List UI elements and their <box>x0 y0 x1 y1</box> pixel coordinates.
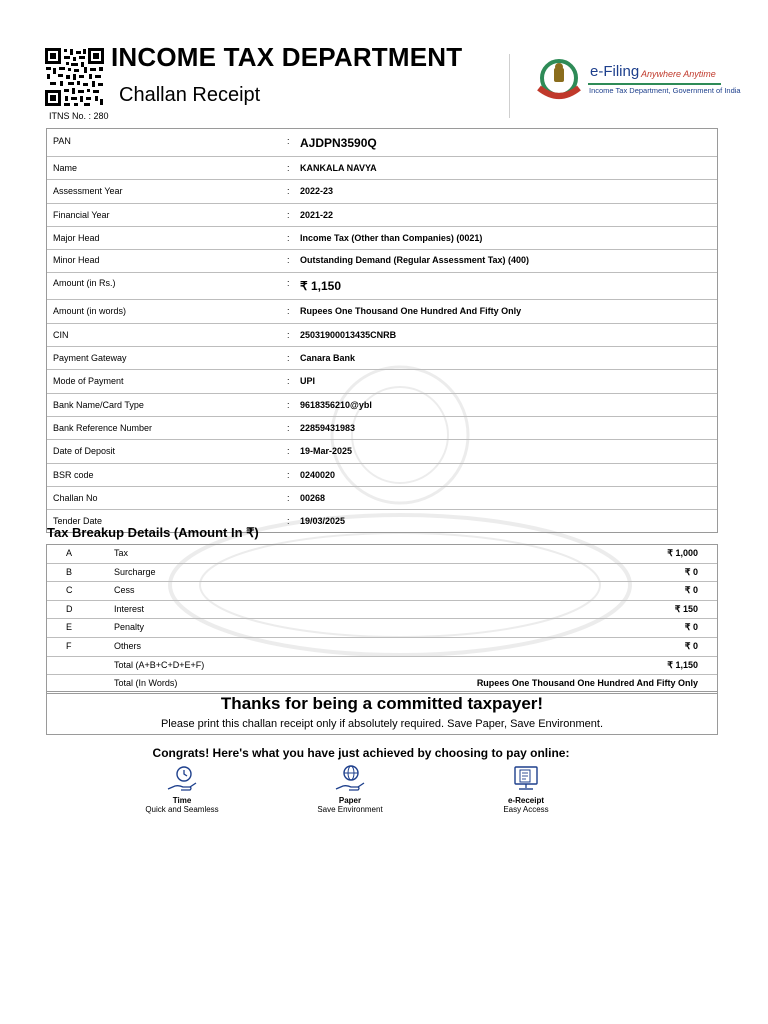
detail-label: Tender Date <box>53 516 103 527</box>
detail-value: 2022-23 <box>300 186 334 197</box>
breakup-amount: Rupees One Thousand One Hundred And Fifty Only <box>476 678 698 689</box>
logo-rule <box>588 83 721 85</box>
detail-value: Rupees One Thousand One Hundred And Fifty Only <box>300 306 522 317</box>
detail-row-pan <box>47 129 717 157</box>
thanks-box <box>46 691 718 735</box>
detail-colon: : <box>287 329 290 340</box>
detail-colon: : <box>287 306 290 317</box>
breakup-name: Cess <box>114 585 135 596</box>
breakup-name: Tax <box>114 548 129 558</box>
breakup-name: Others <box>114 640 142 651</box>
detail-label: Amount (in Rs.) <box>53 278 116 289</box>
detail-row <box>47 204 717 227</box>
detail-label: Bank Reference Number <box>53 422 153 433</box>
detail-value: 22859431983 <box>300 422 356 433</box>
efiling-subtitle: Income Tax Department, Government of India <box>589 86 741 95</box>
detail-colon: : <box>287 516 290 527</box>
detail-label: Amount (in words) <box>53 306 127 317</box>
detail-label: CIN <box>53 329 69 340</box>
tax-breakup-table <box>46 544 718 694</box>
detail-colon: : <box>287 163 290 173</box>
detail-row <box>47 464 717 487</box>
detail-value: 19/03/2025 <box>300 516 346 527</box>
benefit-subtitle: Save Environment <box>317 805 383 814</box>
detail-label: PAN <box>53 136 71 146</box>
benefit-title: Paper <box>338 796 362 805</box>
detail-row <box>47 324 717 347</box>
detail-row <box>47 180 717 203</box>
detail-colon: : <box>287 278 290 289</box>
breakup-amount: ₹ 1,150 <box>667 659 698 670</box>
detail-label: Date of Deposit <box>53 446 116 457</box>
detail-row <box>47 250 717 273</box>
detail-label: Assessment Year <box>53 186 123 197</box>
detail-label: Challan No <box>53 492 98 503</box>
benefit-title: Time <box>172 796 192 805</box>
benefit-subtitle: Easy Access <box>503 805 549 814</box>
detail-label: Major Head <box>53 232 100 243</box>
breakup-row <box>47 582 717 601</box>
detail-value: 0240020 <box>300 469 336 480</box>
breakup-row <box>47 619 717 638</box>
breakup-code: C <box>66 585 73 596</box>
congrats-message: Congrats! Here's what you have just achieved by choosing to pay online: <box>152 746 570 760</box>
clock-hand-icon <box>165 765 199 795</box>
benefit-paper <box>290 765 410 814</box>
detail-colon: : <box>287 399 290 410</box>
benefit-title: e-Receipt <box>507 796 544 805</box>
detail-row <box>47 394 717 417</box>
breakup-name: Interest <box>114 603 145 614</box>
detail-colon: : <box>287 353 290 364</box>
detail-value: 19-Mar-2025 <box>300 446 353 457</box>
detail-label: Name <box>53 163 78 173</box>
detail-colon: : <box>287 446 290 457</box>
detail-colon: : <box>287 232 290 243</box>
header-divider <box>509 54 510 118</box>
challan-details-table <box>46 128 718 533</box>
department-title: INCOME TAX DEPARTMENT <box>111 42 463 72</box>
detail-row <box>47 417 717 440</box>
breakup-code: E <box>66 622 73 633</box>
breakup-name: Total (A+B+C+D+E+F) <box>114 659 205 670</box>
breakup-row <box>47 601 717 620</box>
detail-colon: : <box>287 492 290 503</box>
benefit-subtitle: Quick and Seamless <box>145 805 219 814</box>
detail-value: 00268 <box>300 492 326 503</box>
detail-row-amount <box>47 273 717 300</box>
detail-row <box>47 440 717 463</box>
benefit-ereceipt <box>466 765 586 814</box>
detail-value: 25031900013435CNRB <box>300 329 397 340</box>
detail-label: Mode of Payment <box>53 376 124 387</box>
breakup-amount: ₹ 0 <box>684 640 698 651</box>
detail-row <box>47 227 717 250</box>
detail-value: Income Tax (Other than Companies) (0021) <box>300 232 483 243</box>
breakup-amount: ₹ 0 <box>684 566 698 577</box>
detail-label: Payment Gateway <box>53 353 127 364</box>
itns-number: ITNS No. : 280 <box>49 111 109 121</box>
breakup-amount: ₹ 1,000 <box>667 548 698 558</box>
detail-colon: : <box>287 186 290 197</box>
breakup-row <box>47 564 717 583</box>
efiling-logo-text: e-Filing <box>590 63 640 80</box>
breakup-code: F <box>66 640 72 651</box>
breakup-total-row <box>47 657 717 676</box>
detail-label: Financial Year <box>53 209 110 220</box>
detail-row <box>47 370 717 393</box>
detail-colon: : <box>287 376 290 387</box>
qr-code-icon <box>44 47 105 107</box>
detail-colon: : <box>287 422 290 433</box>
efiling-tagline: Anywhere Anytime <box>641 69 716 79</box>
document-screen-icon <box>509 765 543 795</box>
breakup-name: Total (In Words) <box>114 678 178 689</box>
breakup-amount: ₹ 0 <box>684 585 698 596</box>
detail-value: 9618356210@ybl <box>300 399 372 410</box>
breakup-code: B <box>66 566 73 577</box>
detail-colon: : <box>287 209 290 220</box>
breakup-amount: ₹ 150 <box>674 603 698 614</box>
emblem-logo-icon <box>533 58 585 100</box>
breakup-name: Surcharge <box>114 566 156 577</box>
breakup-row <box>47 638 717 657</box>
detail-row <box>47 300 717 323</box>
detail-value: Canara Bank <box>300 353 356 364</box>
detail-value: KANKALA NAVYA <box>300 163 377 173</box>
breakup-code: D <box>66 603 73 614</box>
breakup-amount: ₹ 0 <box>684 622 698 633</box>
thanks-subtitle: Please print this challan receipt only if absolutely required. Save Paper, Save Environment. <box>160 718 604 730</box>
page-title: Challan Receipt <box>119 84 261 106</box>
detail-label: Bank Name/Card Type <box>53 399 144 410</box>
breakup-name: Penalty <box>114 622 145 633</box>
detail-value: Outstanding Demand (Regular Assessment Tax) (400) <box>300 255 530 266</box>
detail-label: BSR code <box>53 469 94 480</box>
detail-value: UPI <box>300 376 316 387</box>
detail-colon: : <box>287 255 290 266</box>
detail-colon: : <box>287 136 290 146</box>
detail-row <box>47 157 717 180</box>
breakup-row <box>47 545 717 564</box>
breakup-code: A <box>66 548 73 558</box>
benefit-time <box>122 765 242 814</box>
tax-breakup-heading: Tax Breakup Details (Amount In ₹) <box>47 525 259 540</box>
detail-value: AJDPN3590Q <box>300 136 377 150</box>
detail-value: ₹ 1,150 <box>300 279 341 294</box>
detail-row <box>47 487 717 510</box>
thanks-title: Thanks for being a committed taxpayer! <box>220 694 544 713</box>
detail-label: Minor Head <box>53 255 100 266</box>
detail-value: 2021-22 <box>300 209 334 220</box>
detail-colon: : <box>287 469 290 480</box>
globe-hand-icon <box>333 765 367 795</box>
detail-row <box>47 347 717 370</box>
